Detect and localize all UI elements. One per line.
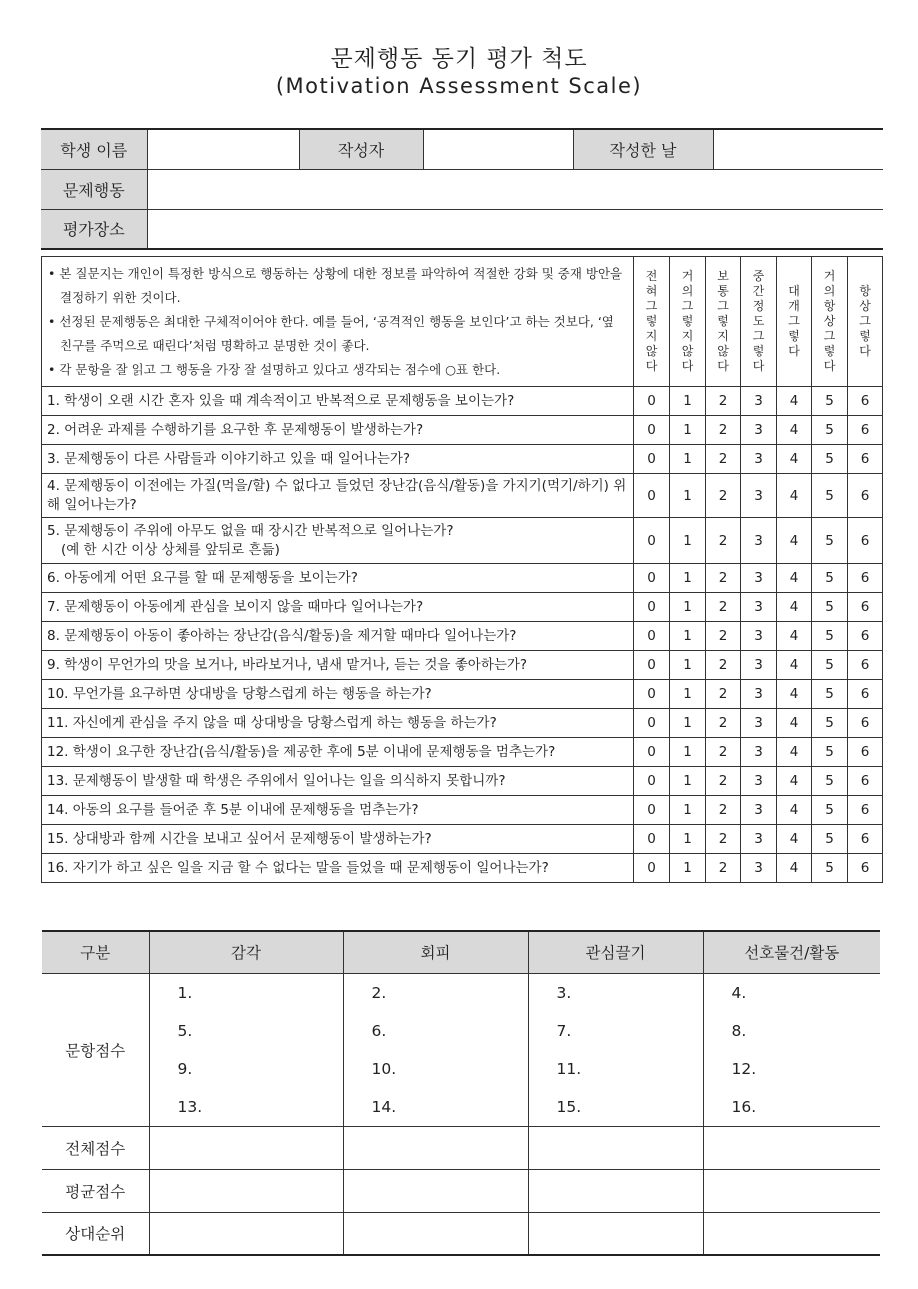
score-option[interactable]: 0: [634, 518, 670, 564]
summary-header: 관심끌기: [528, 931, 703, 973]
question-text: 6. 아동에게 어떤 요구를 할 때 문제행동을 보이는가?: [42, 564, 634, 593]
score-option[interactable]: 4: [777, 518, 812, 564]
question-example: (예 한 시간 이상 상체를 앞뒤로 흔듦): [61, 541, 280, 558]
score-option[interactable]: 3: [741, 518, 777, 564]
average-score-cell[interactable]: [343, 1169, 528, 1212]
score-option[interactable]: 3: [741, 651, 777, 680]
score-option[interactable]: 5: [812, 651, 848, 680]
student-name-field[interactable]: [147, 129, 299, 169]
score-option[interactable]: 1: [670, 593, 706, 622]
scale-header: 중간 정도 그렇다: [741, 257, 777, 387]
score-option[interactable]: 0: [634, 825, 670, 854]
score-option[interactable]: 6: [848, 767, 883, 796]
question-row: [42, 622, 883, 651]
score-option[interactable]: 5: [812, 518, 848, 564]
question-row: [42, 445, 883, 474]
student-name-label: 학생 이름: [41, 129, 147, 169]
question-text: 13. 문제행동이 발생할 때 학생은 주위에서 일어나는 일을 의식하지 못합니까?: [42, 767, 634, 796]
score-option[interactable]: 4: [777, 709, 812, 738]
score-option[interactable]: 4: [777, 445, 812, 474]
score-option[interactable]: 2: [706, 854, 741, 883]
score-option[interactable]: 1: [670, 416, 706, 445]
score-option[interactable]: 1: [670, 387, 706, 416]
score-option[interactable]: 3: [741, 680, 777, 709]
score-option[interactable]: 3: [741, 796, 777, 825]
score-option[interactable]: 3: [741, 738, 777, 767]
scale-header: 대개 그렇다: [777, 257, 812, 387]
score-option[interactable]: 0: [634, 622, 670, 651]
rank-label: 상대순위: [42, 1212, 149, 1255]
summary-header: 선호물건/활동: [703, 931, 880, 973]
score-option[interactable]: 0: [634, 416, 670, 445]
score-option[interactable]: 5: [812, 854, 848, 883]
score-option[interactable]: 6: [848, 564, 883, 593]
score-option[interactable]: 5: [812, 416, 848, 445]
score-option[interactable]: 2: [706, 709, 741, 738]
question-text: 16. 자기가 하고 싶은 일을 지금 할 수 없다는 말을 들었을 때 문제행동이 일어나는가?: [42, 854, 634, 883]
score-option[interactable]: 2: [706, 593, 741, 622]
score-option[interactable]: 4: [777, 854, 812, 883]
scale-header: 보통 그렇지 않다: [706, 257, 741, 387]
rank-cell[interactable]: [703, 1212, 880, 1255]
score-option[interactable]: 0: [634, 738, 670, 767]
question-row: [42, 518, 883, 564]
date-label: 작성한 날: [573, 129, 713, 169]
question-row: [42, 564, 883, 593]
score-option[interactable]: 1: [670, 680, 706, 709]
score-option[interactable]: 1: [670, 738, 706, 767]
behavior-field[interactable]: [147, 169, 883, 209]
score-option[interactable]: 0: [634, 651, 670, 680]
question-text: 10. 무언가를 요구하면 상대방을 당황스럽게 하는 행동을 하는가?: [42, 680, 634, 709]
score-option[interactable]: 0: [634, 593, 670, 622]
score-option[interactable]: 1: [670, 622, 706, 651]
question-text: 2. 어려운 과제를 수행하기를 요구한 후 문제행동이 발생하는가?: [42, 416, 634, 445]
score-option[interactable]: 6: [848, 518, 883, 564]
question-row: [42, 593, 883, 622]
score-option[interactable]: 4: [777, 767, 812, 796]
score-option[interactable]: 2: [706, 474, 741, 518]
question-text: 7. 문제행동이 아동에게 관심을 보이지 않을 때마다 일어나는가?: [42, 593, 634, 622]
writer-field[interactable]: [423, 129, 573, 169]
score-option[interactable]: 0: [634, 767, 670, 796]
score-option[interactable]: 2: [706, 416, 741, 445]
score-option[interactable]: 6: [848, 738, 883, 767]
question-text: 4. 문제행동이 이전에는 가질(먹을/할) 수 없다고 들었던 장난감(음식/활동)을 가지기(먹기/하기) 위해 일어나는가?: [42, 474, 634, 518]
average-score-label: 평균점수: [42, 1169, 149, 1212]
score-option[interactable]: 5: [812, 709, 848, 738]
score-option[interactable]: 2: [706, 651, 741, 680]
score-option[interactable]: 5: [812, 738, 848, 767]
place-field[interactable]: [147, 209, 883, 249]
score-option[interactable]: 6: [848, 854, 883, 883]
page-subtitle: (Motivation Assessment Scale): [275, 74, 643, 98]
score-option[interactable]: 1: [670, 445, 706, 474]
score-option[interactable]: 2: [706, 387, 741, 416]
question-text: 11. 자신에게 관심을 주지 않을 때 상대방을 당황스럽게 하는 행동을 하는가?: [42, 709, 634, 738]
score-option[interactable]: 1: [670, 651, 706, 680]
total-score-label: 전체점수: [42, 1126, 149, 1169]
score-option[interactable]: 3: [741, 709, 777, 738]
score-option[interactable]: 1: [670, 564, 706, 593]
question-text: 9. 학생이 무언가의 맛을 보거나, 바라보거나, 냄새 맡거나, 듣는 것을 좋아하는가?: [42, 651, 634, 680]
item-score-cell[interactable]: 1. 5. 9. 13.: [149, 973, 343, 1126]
question-row: [42, 387, 883, 416]
score-option[interactable]: 6: [848, 796, 883, 825]
question-text: 14. 아동의 요구를 들어준 후 5분 이내에 문제행동을 멈추는가?: [42, 796, 634, 825]
score-option[interactable]: 2: [706, 796, 741, 825]
score-option[interactable]: 5: [812, 445, 848, 474]
rank-cell[interactable]: [343, 1212, 528, 1255]
instruction-2: • 선정된 문제행동은 최대한 구체적이어야 한다. 예를 들어, ‘공격적인 행동을 보인다’고 하는 것보다, ‘옆 친구를 주먹으로 때린다’처럼 명확하고 분명한 것이 좋다.: [48, 313, 614, 353]
summary-table: [42, 930, 880, 1256]
score-option[interactable]: 3: [741, 416, 777, 445]
score-option[interactable]: 2: [706, 825, 741, 854]
score-option[interactable]: 4: [777, 738, 812, 767]
score-option[interactable]: 5: [812, 622, 848, 651]
score-option[interactable]: 2: [706, 680, 741, 709]
page-title: 문제행동 동기 평가 척도: [330, 46, 588, 72]
score-option[interactable]: 4: [777, 416, 812, 445]
question-row: [42, 796, 883, 825]
score-option[interactable]: 6: [848, 474, 883, 518]
info-table: [41, 128, 883, 250]
score-option[interactable]: 4: [777, 564, 812, 593]
summary-header: 구분: [42, 931, 149, 973]
item-score-cell[interactable]: 3. 7. 11. 15.: [528, 973, 703, 1126]
score-option[interactable]: 6: [848, 445, 883, 474]
item-score-cell[interactable]: 4. 8. 12. 16.: [703, 973, 880, 1126]
score-option[interactable]: 3: [741, 854, 777, 883]
score-option[interactable]: 6: [848, 622, 883, 651]
question-text: 8. 문제행동이 아동이 좋아하는 장난감(음식/활동)을 제거할 때마다 일어나는가?: [42, 622, 634, 651]
question-row: [42, 474, 883, 518]
score-option[interactable]: 3: [741, 564, 777, 593]
score-option[interactable]: 1: [670, 767, 706, 796]
score-option[interactable]: 2: [706, 564, 741, 593]
instruction-3: • 각 문항을 잘 읽고 그 행동을 가장 잘 설명하고 있다고 생각되는 점수에 ○표 한다.: [48, 361, 501, 377]
score-option[interactable]: 6: [848, 680, 883, 709]
score-option[interactable]: 1: [670, 518, 706, 564]
question-text: 15. 상대방과 함께 시간을 보내고 싶어서 문제행동이 발생하는가?: [42, 825, 634, 854]
total-score-cell[interactable]: [528, 1126, 703, 1169]
average-score-cell[interactable]: [528, 1169, 703, 1212]
score-option[interactable]: 6: [848, 387, 883, 416]
question-row: [42, 651, 883, 680]
question-text: 3. 문제행동이 다른 사람들과 이야기하고 있을 때 일어나는가?: [42, 445, 634, 474]
score-option[interactable]: 5: [812, 680, 848, 709]
average-score-cell[interactable]: [703, 1169, 880, 1212]
score-option[interactable]: 4: [777, 651, 812, 680]
score-option[interactable]: 0: [634, 387, 670, 416]
question-row: [42, 825, 883, 854]
questionnaire-table: [41, 256, 883, 883]
question-text: 5. 문제행동이 주위에 아무도 없을 때 장시간 반복적으로 일어나는가? (예 한 시간 이상 상체를 앞뒤로 흔듦): [42, 518, 634, 564]
score-option[interactable]: 5: [812, 564, 848, 593]
scale-header: 거의 그렇지 않다: [670, 257, 706, 387]
date-field[interactable]: [713, 129, 883, 169]
instructions: [42, 257, 634, 387]
question-row: [42, 416, 883, 445]
question-text: 1. 학생이 오랜 시간 혼자 있을 때 계속적이고 반복적으로 문제행동을 보이는가?: [42, 387, 634, 416]
score-option[interactable]: 0: [634, 445, 670, 474]
question-row: [42, 709, 883, 738]
score-option[interactable]: 4: [777, 622, 812, 651]
score-option[interactable]: 5: [812, 796, 848, 825]
score-option[interactable]: 0: [634, 796, 670, 825]
score-option[interactable]: 1: [670, 709, 706, 738]
total-score-cell[interactable]: [149, 1126, 343, 1169]
score-option[interactable]: 3: [741, 593, 777, 622]
score-option[interactable]: 4: [777, 593, 812, 622]
question-text: 12. 학생이 요구한 장난감(음식/활동)을 제공한 후에 5분 이내에 문제행동을 멈추는가?: [42, 738, 634, 767]
instruction-1: • 본 질문지는 개인이 특정한 방식으로 행동하는 상황에 대한 정보를 파악하여 적절한 강화 및 중재 방안을 결정하기 위한 것이다.: [48, 265, 623, 305]
score-option[interactable]: 0: [634, 709, 670, 738]
score-option[interactable]: 6: [848, 593, 883, 622]
score-option[interactable]: 5: [812, 593, 848, 622]
score-option[interactable]: 5: [812, 387, 848, 416]
score-option[interactable]: 3: [741, 767, 777, 796]
scale-header: 항상 그렇다: [848, 257, 883, 387]
score-option[interactable]: 0: [634, 564, 670, 593]
summary-header: 감각: [149, 931, 343, 973]
score-option[interactable]: 3: [741, 622, 777, 651]
score-option[interactable]: 3: [741, 387, 777, 416]
scale-header: 거의 항상 그렇다: [812, 257, 848, 387]
total-score-cell[interactable]: [703, 1126, 880, 1169]
rank-cell[interactable]: [528, 1212, 703, 1255]
score-option[interactable]: 4: [777, 474, 812, 518]
score-option[interactable]: 4: [777, 387, 812, 416]
item-score-label: 문항점수: [42, 973, 149, 1126]
score-option[interactable]: 5: [812, 474, 848, 518]
question-row: [42, 680, 883, 709]
question-row: [42, 767, 883, 796]
total-score-cell[interactable]: [343, 1126, 528, 1169]
score-option[interactable]: 2: [706, 738, 741, 767]
item-score-cell[interactable]: 2. 6. 10. 14.: [343, 973, 528, 1126]
scale-header: 전혀 그렇지 않다: [634, 257, 670, 387]
score-option[interactable]: 0: [634, 854, 670, 883]
question-row: [42, 854, 883, 883]
score-option[interactable]: 0: [634, 474, 670, 518]
score-option[interactable]: 3: [741, 445, 777, 474]
score-option[interactable]: 0: [634, 680, 670, 709]
score-option[interactable]: 4: [777, 796, 812, 825]
score-option[interactable]: 6: [848, 709, 883, 738]
behavior-label: 문제행동: [41, 169, 147, 209]
score-option[interactable]: 3: [741, 825, 777, 854]
score-option[interactable]: 1: [670, 825, 706, 854]
summary-header: 회피: [343, 931, 528, 973]
score-option[interactable]: 6: [848, 651, 883, 680]
place-label: 평가장소: [41, 209, 147, 249]
score-option[interactable]: 5: [812, 825, 848, 854]
average-score-cell[interactable]: [149, 1169, 343, 1212]
score-option[interactable]: 6: [848, 825, 883, 854]
score-option[interactable]: 1: [670, 854, 706, 883]
score-option[interactable]: 1: [670, 474, 706, 518]
score-option[interactable]: 5: [812, 767, 848, 796]
score-option[interactable]: 4: [777, 680, 812, 709]
score-option[interactable]: 2: [706, 518, 741, 564]
writer-label: 작성자: [299, 129, 423, 169]
score-option[interactable]: 6: [848, 416, 883, 445]
score-option[interactable]: 2: [706, 622, 741, 651]
question-row: [42, 738, 883, 767]
score-option[interactable]: 3: [741, 474, 777, 518]
score-option[interactable]: 2: [706, 767, 741, 796]
rank-cell[interactable]: [149, 1212, 343, 1255]
score-option[interactable]: 4: [777, 825, 812, 854]
score-option[interactable]: 2: [706, 445, 741, 474]
score-option[interactable]: 1: [670, 796, 706, 825]
